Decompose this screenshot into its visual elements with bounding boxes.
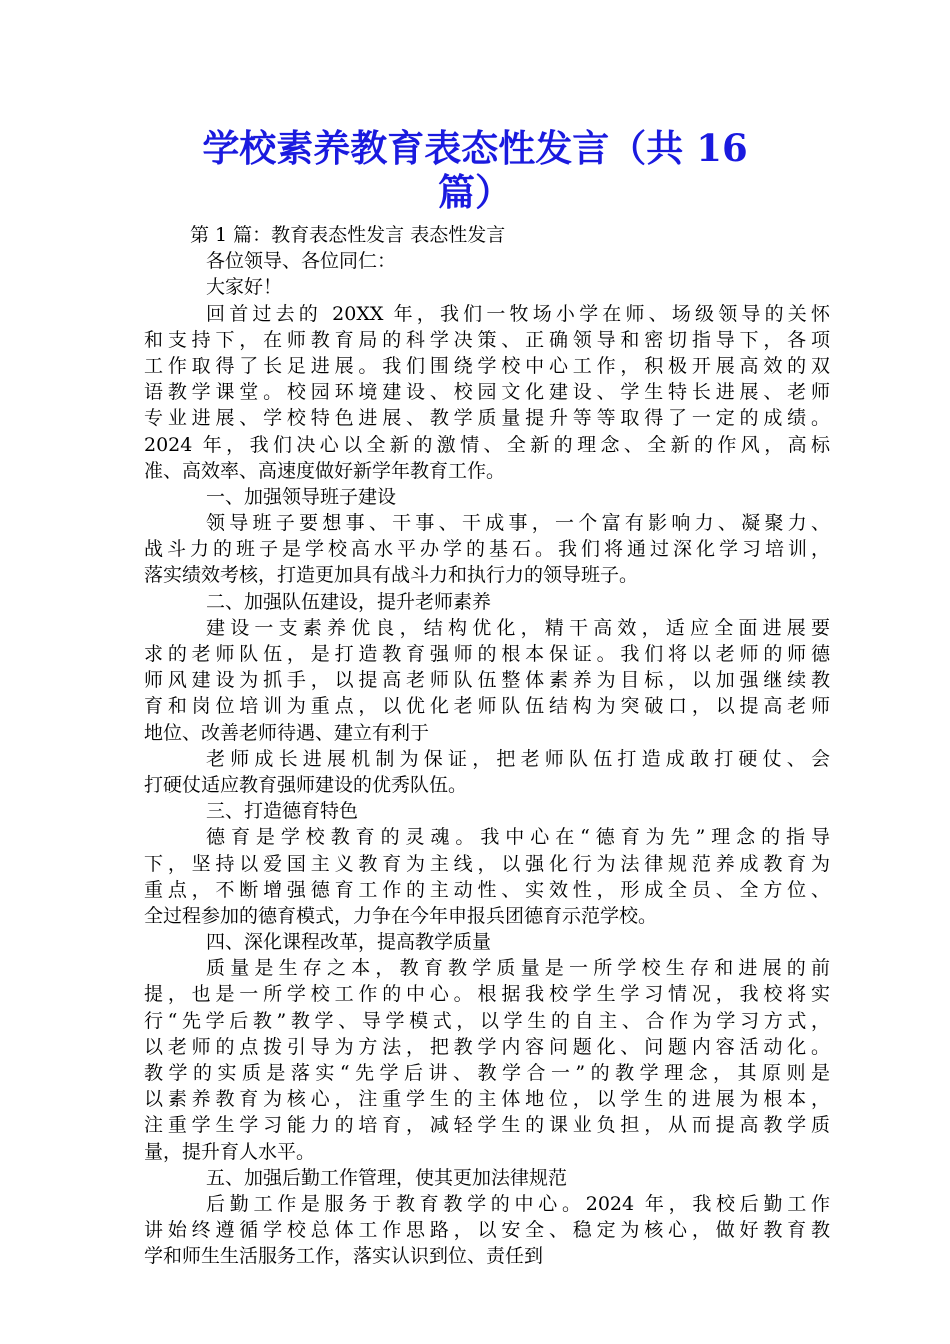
body-line: 打硬仗适应教育强师建设的优秀队伍。 [144, 773, 468, 796]
body-line: 第 1 篇：教育表态性发言 表态性发言 [190, 224, 506, 246]
body-line: 大家好！ [206, 276, 283, 299]
body-line: 二、加强队伍建设，提升老师素养 [206, 590, 492, 613]
body-line: 重点，不断增强德育工作的主动性、实效性，形成全员、全方位、 [144, 878, 830, 901]
body-line: 求的老师队伍，是打造教育强师的根本保证。我们将以老师的师德 [144, 643, 830, 665]
body-line: 回首过去的 20XX 年，我们一牧场小学在师、场级领导的关怀 [206, 302, 830, 325]
body-line: 工作取得了长足进展。我们围绕学校中心工作，积极开展高效的双 [144, 354, 830, 377]
body-line: 2024 年，我们决心以全新的激情、全新的理念、全新的作风，高标 [144, 433, 830, 456]
body-line: 下，坚持以爱国主义教育为主线，以强化行为法律规范养成教育为 [144, 852, 830, 875]
body-line: 一、加强领导班子建设 [206, 485, 397, 508]
body-line: 教学的实质是落实“先学后讲、教学合一”的教学理念，其原则是 [144, 1062, 830, 1084]
body-line: 准、高效率、高速度做好新学年教育工作。 [144, 459, 506, 482]
body-line: 育和岗位培训为重点，以优化老师队伍结构为突破口，以提高老师 [144, 695, 830, 718]
body-line: 注重学生学习能力的培育，减轻学生的课业负担，从而提高教学质 [144, 1114, 830, 1137]
body-line: 四、深化课程改革，提高教学质量 [206, 931, 492, 954]
body-line: 三、打造德育特色 [206, 800, 359, 823]
body-line: 领导班子要想事、干事、干成事，一个富有影响力、凝聚力、 [206, 512, 830, 535]
body-line: 德育是学校教育的灵魂。我中心在“德育为先”理念的指导 [206, 826, 830, 849]
body-line: 提，也是一所学校工作的中心。根据我校学生学习情况，我校将实 [144, 983, 830, 1006]
body-line: 语教学课堂。校园环境建设、校园文化建设、学生特长进展、老师 [144, 381, 830, 404]
title-line-1: 学校素养教育表态性发言（共 16 [202, 126, 748, 170]
body-line: 各位领导、各位同仁： [206, 250, 397, 273]
body-line: 战斗力的班子是学校高水平办学的基石。我们将通过深化学习培训， [144, 538, 830, 561]
document-title [120, 126, 830, 214]
body-line: 行“先学后教”教学、导学模式，以学生的自主、合作为学习方式， [144, 1009, 830, 1032]
document-body [144, 222, 830, 1270]
body-line: 专业进展、学校特色进展、教学质量提升等等取得了一定的成绩。 [144, 407, 830, 430]
body-line: 讲始终遵循学校总体工作思路，以安全、稳定为核心，做好教育教 [144, 1219, 830, 1242]
body-line: 学和师生生活服务工作，落实认识到位、责任到 [144, 1245, 544, 1268]
title-line-2: 篇） [438, 170, 512, 214]
body-line: 量，提升育人水平。 [144, 1140, 316, 1163]
body-line: 建设一支素养优良，结构优化，精干高效，适应全面进展要 [206, 616, 830, 639]
body-line: 师风建设为抓手，以提高老师队伍整体素养为目标，以加强继续教 [144, 669, 830, 692]
body-line: 落实绩效考核，打造更加具有战斗力和执行力的领导班子。 [144, 564, 639, 587]
body-line: 以老师的点拨引导为方法，把教学内容问题化、问题内容活动化。 [144, 1035, 830, 1058]
body-line: 后勤工作是服务于教育教学的中心。2024 年，我校后勤工作 [206, 1192, 830, 1215]
body-line: 地位、改善老师待遇、建立有利于 [144, 721, 430, 744]
body-line: 以素养教育为核心，注重学生的主体地位，以学生的进展为根本， [144, 1088, 830, 1111]
body-line: 全过程参加的德育模式，力争在今年申报兵团德育示范学校。 [144, 904, 658, 927]
body-line: 老师成长进展机制为保证，把老师队伍打造成敢打硬仗、会 [206, 747, 830, 770]
body-line: 和支持下，在师教育局的科学决策、正确领导和密切指导下，各项 [144, 328, 830, 351]
body-line: 五、加强后勤工作管理，使其更加法律规范 [206, 1166, 568, 1189]
body-line: 质量是生存之本，教育教学质量是一所学校生存和进展的前 [206, 957, 830, 980]
